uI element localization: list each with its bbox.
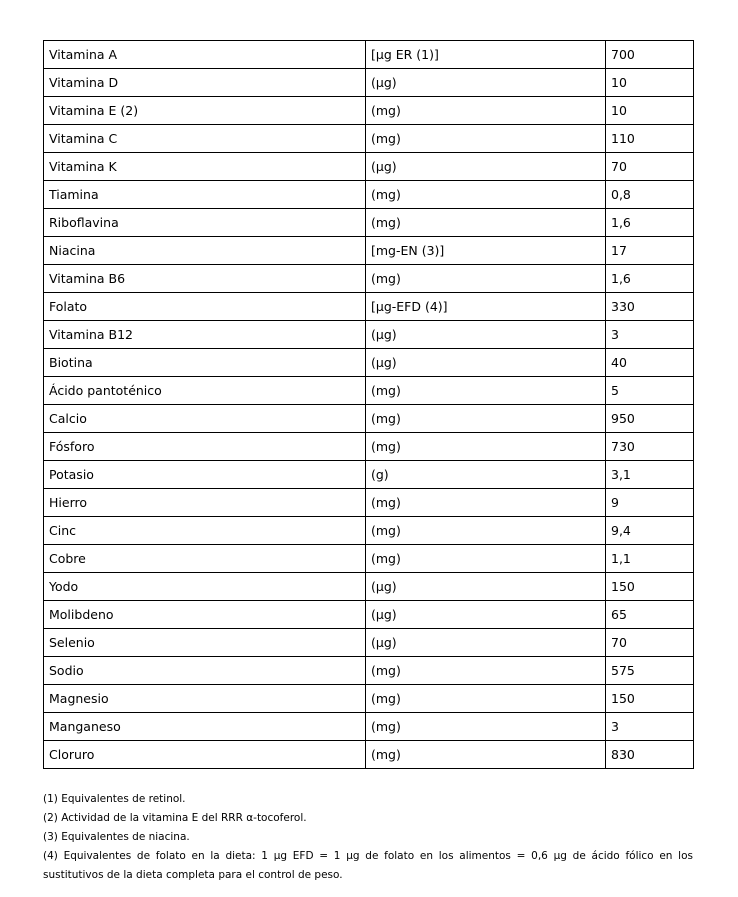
unit-cell: (µg) — [366, 69, 606, 97]
value-cell: 110 — [606, 125, 694, 153]
table-row — [44, 293, 694, 321]
value-cell: 70 — [606, 153, 694, 181]
table-row — [44, 629, 694, 657]
value-cell: 1,6 — [606, 265, 694, 293]
table-row — [44, 153, 694, 181]
value-cell: 150 — [606, 573, 694, 601]
footnote: (2) Actividad de la vitamina E del RRR α-tocoferol. — [43, 812, 307, 824]
nutrient-name-cell: Magnesio — [44, 685, 366, 713]
value-cell: 150 — [606, 685, 694, 713]
table-row — [44, 97, 694, 125]
nutrient-table-body — [44, 41, 694, 769]
nutrient-name-cell: Manganeso — [44, 713, 366, 741]
footnote: (4) Equivalentes de folato en la dieta: 1 µg EFD = 1 µg de folato en los alimentos = 0,6 µg de ácido fólico en los sustitutivos de la dieta completa para el control de peso. — [43, 850, 693, 881]
table-row — [44, 461, 694, 489]
value-cell: 9 — [606, 489, 694, 517]
table-row — [44, 237, 694, 265]
unit-cell: (µg) — [366, 601, 606, 629]
table-row — [44, 181, 694, 209]
value-cell: 65 — [606, 601, 694, 629]
unit-cell: (mg) — [366, 377, 606, 405]
value-cell: 5 — [606, 377, 694, 405]
unit-cell: (mg) — [366, 517, 606, 545]
footnote: (1) Equivalentes de retinol. — [43, 793, 186, 805]
value-cell: 40 — [606, 349, 694, 377]
nutrient-name-cell: Vitamina B6 — [44, 265, 366, 293]
table-row — [44, 601, 694, 629]
unit-cell: (mg) — [366, 97, 606, 125]
nutrient-name-cell: Tiamina — [44, 181, 366, 209]
value-cell: 3,1 — [606, 461, 694, 489]
nutrient-name-cell: Vitamina K — [44, 153, 366, 181]
table-row — [44, 125, 694, 153]
value-cell: 950 — [606, 405, 694, 433]
table-row — [44, 489, 694, 517]
value-cell: 730 — [606, 433, 694, 461]
unit-cell: (mg) — [366, 209, 606, 237]
nutrient-name-cell: Yodo — [44, 573, 366, 601]
unit-cell: (µg) — [366, 573, 606, 601]
nutrient-name-cell: Riboflavina — [44, 209, 366, 237]
unit-cell: (g) — [366, 461, 606, 489]
table-row — [44, 657, 694, 685]
unit-cell: (mg) — [366, 713, 606, 741]
table-row — [44, 517, 694, 545]
nutrient-name-cell: Niacina — [44, 237, 366, 265]
unit-cell: (mg) — [366, 489, 606, 517]
nutrient-name-cell: Folato — [44, 293, 366, 321]
footnote: (3) Equivalentes de niacina. — [43, 831, 190, 843]
nutrient-name-cell: Cinc — [44, 517, 366, 545]
value-cell: 17 — [606, 237, 694, 265]
table-row — [44, 377, 694, 405]
nutrient-name-cell: Fósforo — [44, 433, 366, 461]
nutrient-name-cell: Vitamina E (2) — [44, 97, 366, 125]
unit-cell: (mg) — [366, 125, 606, 153]
unit-cell: (µg) — [366, 629, 606, 657]
unit-cell: (mg) — [366, 433, 606, 461]
value-cell: 70 — [606, 629, 694, 657]
unit-cell: (µg) — [366, 321, 606, 349]
table-row — [44, 573, 694, 601]
nutrient-name-cell: Hierro — [44, 489, 366, 517]
unit-cell: (mg) — [366, 657, 606, 685]
nutrient-name-cell: Vitamina A — [44, 41, 366, 69]
unit-cell: (mg) — [366, 181, 606, 209]
table-row — [44, 349, 694, 377]
unit-cell: [µg ER (1)] — [366, 41, 606, 69]
table-row — [44, 685, 694, 713]
nutrient-name-cell: Potasio — [44, 461, 366, 489]
table-row — [44, 741, 694, 769]
unit-cell: (mg) — [366, 741, 606, 769]
unit-cell: (µg) — [366, 349, 606, 377]
nutrient-table — [43, 40, 694, 769]
unit-cell: (mg) — [366, 685, 606, 713]
value-cell: 330 — [606, 293, 694, 321]
nutrient-name-cell: Vitamina C — [44, 125, 366, 153]
value-cell: 830 — [606, 741, 694, 769]
table-row — [44, 545, 694, 573]
nutrient-name-cell: Calcio — [44, 405, 366, 433]
nutrient-name-cell: Sodio — [44, 657, 366, 685]
unit-cell: (mg) — [366, 405, 606, 433]
table-row — [44, 433, 694, 461]
unit-cell: (mg) — [366, 265, 606, 293]
unit-cell: (mg) — [366, 545, 606, 573]
value-cell: 1,1 — [606, 545, 694, 573]
value-cell: 10 — [606, 97, 694, 125]
table-row — [44, 321, 694, 349]
value-cell: 1,6 — [606, 209, 694, 237]
table-row — [44, 265, 694, 293]
nutrient-name-cell: Cobre — [44, 545, 366, 573]
unit-cell: (µg) — [366, 153, 606, 181]
value-cell: 0,8 — [606, 181, 694, 209]
nutrient-name-cell: Selenio — [44, 629, 366, 657]
value-cell: 3 — [606, 713, 694, 741]
nutrient-name-cell: Molibdeno — [44, 601, 366, 629]
table-row — [44, 713, 694, 741]
value-cell: 3 — [606, 321, 694, 349]
nutrient-name-cell: Biotina — [44, 349, 366, 377]
nutrient-name-cell: Vitamina B12 — [44, 321, 366, 349]
value-cell: 700 — [606, 41, 694, 69]
unit-cell: [µg-EFD (4)] — [366, 293, 606, 321]
unit-cell: [mg-EN (3)] — [366, 237, 606, 265]
value-cell: 9,4 — [606, 517, 694, 545]
table-row — [44, 405, 694, 433]
table-row — [44, 69, 694, 97]
table-row — [44, 41, 694, 69]
nutrient-name-cell: Cloruro — [44, 741, 366, 769]
value-cell: 575 — [606, 657, 694, 685]
nutrient-name-cell: Vitamina D — [44, 69, 366, 97]
nutrient-name-cell: Ácido pantoténico — [44, 377, 366, 405]
value-cell: 10 — [606, 69, 694, 97]
footnotes — [43, 790, 693, 885]
table-row — [44, 209, 694, 237]
